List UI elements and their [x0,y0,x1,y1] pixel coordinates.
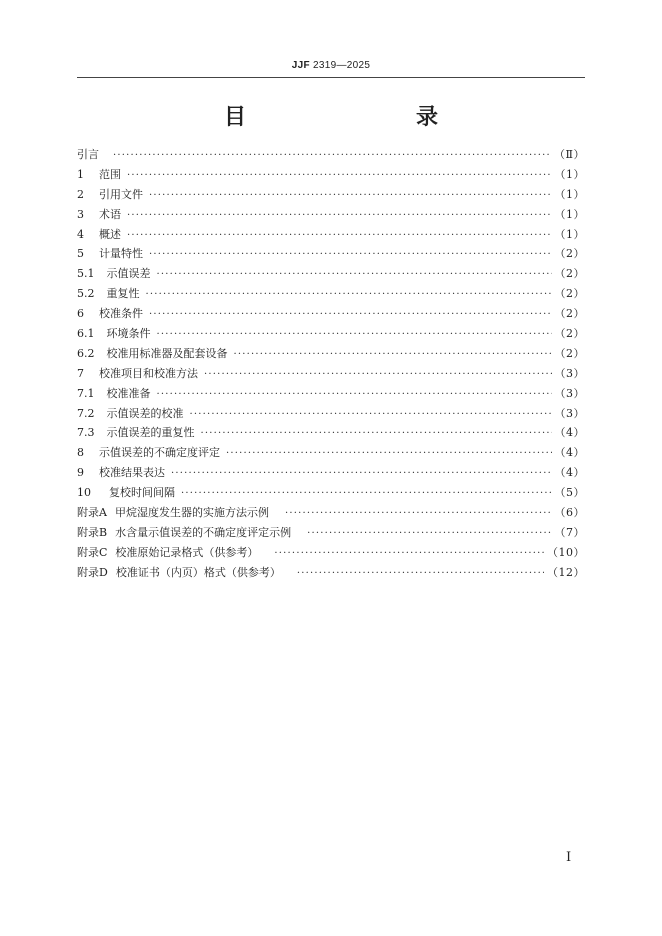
toc-leader-dots [127,166,552,186]
toc-entry-page: （6） [554,506,585,520]
toc-entry[interactable] [77,225,585,245]
toc-entry-page: （2） [554,267,585,281]
toc-entry-number: 附录C [77,545,108,559]
toc-entry-page: （2） [554,346,585,360]
toc-entry[interactable] [77,185,585,205]
toc-entry-number: 7.1 [77,386,95,400]
page-header [0,60,662,71]
toc-entry-number: 附录D [77,565,108,579]
toc-leader-dots [149,245,552,265]
toc-leader-dots [171,464,552,484]
toc-entry[interactable] [77,523,585,543]
toc-entry-number: 4 [77,227,84,241]
toc-entry[interactable] [77,463,585,483]
toc-entry-number: 附录A [77,506,107,520]
toc-leader-dots [157,265,552,285]
toc-leader-dots [297,564,544,584]
toc-entry-title: 校准证书（内页）格式（供参考） [115,565,281,579]
toc-entry-number: 3 [77,207,84,221]
toc-entry[interactable] [77,483,585,503]
toc-entry-title: 概述 [99,227,121,241]
page-number: Ⅰ [566,850,572,865]
toc-entry[interactable] [77,443,585,463]
toc-leader-dots [204,365,552,385]
toc-leader-dots [201,424,552,444]
toc-entry-page: （4） [554,446,585,460]
toc-entry-page: （1） [554,167,585,181]
toc-leader-dots [157,325,552,345]
toc-entry-page: （3） [554,366,585,380]
toc-leader-dots [146,285,552,305]
toc-leader-dots [149,305,552,325]
toc-leader-dots [190,405,552,425]
toc-leader-dots [157,385,552,405]
toc-entry[interactable] [77,423,585,443]
toc-entry-number: 5.2 [77,287,95,301]
toc-entry-page: （3） [554,386,585,400]
page-title: 目 录 [223,104,480,130]
toc-entry-number: 7.3 [77,426,95,440]
toc-entry-page: （1） [554,187,585,201]
toc-entry[interactable] [77,264,585,284]
toc-entry-page: （7） [554,525,585,539]
toc-entry[interactable] [77,165,585,185]
toc-entry-page: （2） [554,307,585,321]
toc-entry-page: （1） [554,207,585,221]
toc-entry-number: 7 [77,366,84,380]
toc-entry[interactable] [77,563,585,583]
toc-entry-number: 6.2 [77,346,95,360]
toc-leader-dots [307,524,551,544]
toc-entry[interactable] [77,304,585,324]
toc-leader-dots [181,484,552,504]
toc-entry-number: 5.1 [77,267,95,281]
toc-entry-title: 环境条件 [106,327,151,341]
toc-entry-title: 甲烷湿度发生器的实施方法示例 [114,506,269,520]
toc-entry[interactable] [77,543,585,563]
toc-entry-number: 9 [77,466,84,480]
toc-entry-title: 校准原始记录格式（供参考） [115,545,259,559]
toc-entry-title: 示值误差的不确定度评定 [99,446,220,460]
toc-entry-title: 重复性 [106,287,140,301]
toc-entry[interactable] [77,244,585,264]
toc-entry[interactable] [77,503,585,523]
toc-entry-page: （4） [554,426,585,440]
toc-entry[interactable] [77,284,585,304]
toc-entry-page: （12） [547,565,585,579]
header-prefix: JJF [291,60,310,71]
toc-entry-page: （2） [554,247,585,261]
toc-leader-dots [226,444,552,464]
toc-entry[interactable] [77,364,585,384]
toc-entry-title: 示值误差 [106,267,151,281]
toc-entry-title: 范围 [99,167,121,181]
toc-entry-title: 术语 [99,207,121,221]
toc-entry[interactable] [77,404,585,424]
table-of-contents [77,145,585,583]
toc-entry-page: （3） [554,406,585,420]
toc-leader-dots [149,186,552,206]
toc-entry-title: 校准用标准器及配套设备 [106,346,228,360]
header-rule [77,77,585,78]
toc-entry[interactable] [77,324,585,344]
toc-entry[interactable] [77,344,585,364]
toc-entry-title: 水含量示值误差的不确定度评定示例 [115,525,292,539]
toc-entry-page: （2） [554,327,585,341]
toc-entry[interactable] [77,205,585,225]
toc-entry-page: （10） [547,545,585,559]
toc-leader-dots [113,146,551,166]
toc-leader-dots [274,544,544,564]
toc-entry-title: 校准准备 [106,386,151,400]
toc-entry-title: 计量特性 [99,247,143,261]
toc-entry-number: 2 [77,187,84,201]
toc-leader-dots [127,226,552,246]
toc-entry-title: 校准项目和校准方法 [99,366,198,380]
toc-leader-dots [285,504,552,524]
toc-entry-title: 复校时间间隔 [109,486,175,500]
toc-entry-page: （4） [554,466,585,480]
toc-entry-page: （1） [554,227,585,241]
toc-entry-number: 附录B [77,525,108,539]
toc-entry[interactable] [77,145,585,165]
toc-leader-dots [127,206,552,226]
toc-entry-number: 1 [77,167,84,181]
toc-entry-title: 校准条件 [99,307,143,321]
toc-entry-title: 示值误差的校准 [106,406,184,420]
toc-entry-page: （5） [554,486,585,500]
toc-entry-number: 8 [77,446,84,460]
toc-entry-page: （2） [554,287,585,301]
toc-entry-page: （Ⅱ） [554,148,585,161]
toc-entry-number: 6.1 [77,327,95,341]
toc-entry-number: 10 [77,486,91,500]
toc-entry-number: 6 [77,307,84,321]
toc-entry-number: 5 [77,247,84,261]
toc-entry-title: 引用文件 [99,187,143,201]
toc-entry-number: 7.2 [77,406,95,420]
toc-entry-title: 引言 [77,148,99,161]
toc-entry-title: 校准结果表达 [99,466,165,480]
toc-entry-title: 示值误差的重复性 [106,426,195,440]
toc-leader-dots [234,345,552,365]
header-code: 2319—2025 [313,60,371,71]
toc-entry[interactable] [77,384,585,404]
